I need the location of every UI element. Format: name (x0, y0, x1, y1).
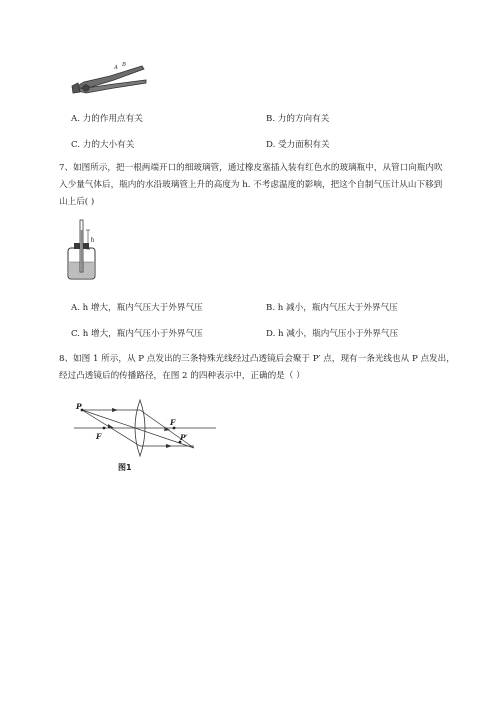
q7-option-b: B. h 减小，瓶内气压大于外界气压 (266, 303, 398, 313)
q8-stem-line-1: 8、如图 1 所示，从 P 点发出的三条特殊光线经过凸透镜后会聚于 P′ 点，现有一条光线也从 P 点发出， (59, 354, 455, 364)
label-f-left: F (96, 432, 102, 441)
barometer-figure (66, 218, 98, 282)
q6-option-a: A. 力的作用点有关 (71, 114, 143, 124)
pliers-label-b: B (122, 62, 127, 68)
label-p: P (76, 402, 82, 411)
q7-option-c: C. h 增大，瓶内气压小于外界气压 (71, 329, 203, 339)
figure-caption: 图1 (118, 463, 132, 472)
pliers-label-a: A (114, 65, 118, 71)
label-p-prime: P′ (180, 433, 188, 442)
q7-stem-line-1: 7、如图所示，把一根两端开口的细玻璃管，通过橡皮塞插入装有红色水的玻璃瓶中，从管口向瓶内吹 (59, 163, 443, 173)
q6-option-d: D. 受力面积有关 (266, 140, 330, 150)
lens-figure (70, 398, 220, 478)
pliers-figure (70, 58, 150, 100)
barometer-h-label: h (90, 237, 95, 244)
ray-center (82, 410, 194, 448)
label-f-right: F (170, 418, 176, 427)
q6-option-b: B. 力的方向有关 (266, 114, 330, 124)
q7-stem (59, 160, 479, 211)
q8-stem-line-2: 经过凸透镜后的传播路径，在图 2 的四种表示中，正确的是（ ） (59, 371, 305, 381)
q6-option-c: C. 力的大小有关 (71, 140, 135, 150)
q8-stem (59, 351, 479, 385)
q7-option-d: D. h 减小，瓶内气压小于外界气压 (266, 329, 399, 339)
q7-option-a: A. h 增大，瓶内气压大于外界气压 (71, 303, 203, 313)
q7-stem-line-3: 山上后( ) (59, 197, 95, 207)
q7-stem-line-2: 入少量气体后，瓶内的水沿玻璃管上升的高度为 h. 不考虑温度的影响，把这个自制气压计从山下移到 (59, 180, 443, 190)
